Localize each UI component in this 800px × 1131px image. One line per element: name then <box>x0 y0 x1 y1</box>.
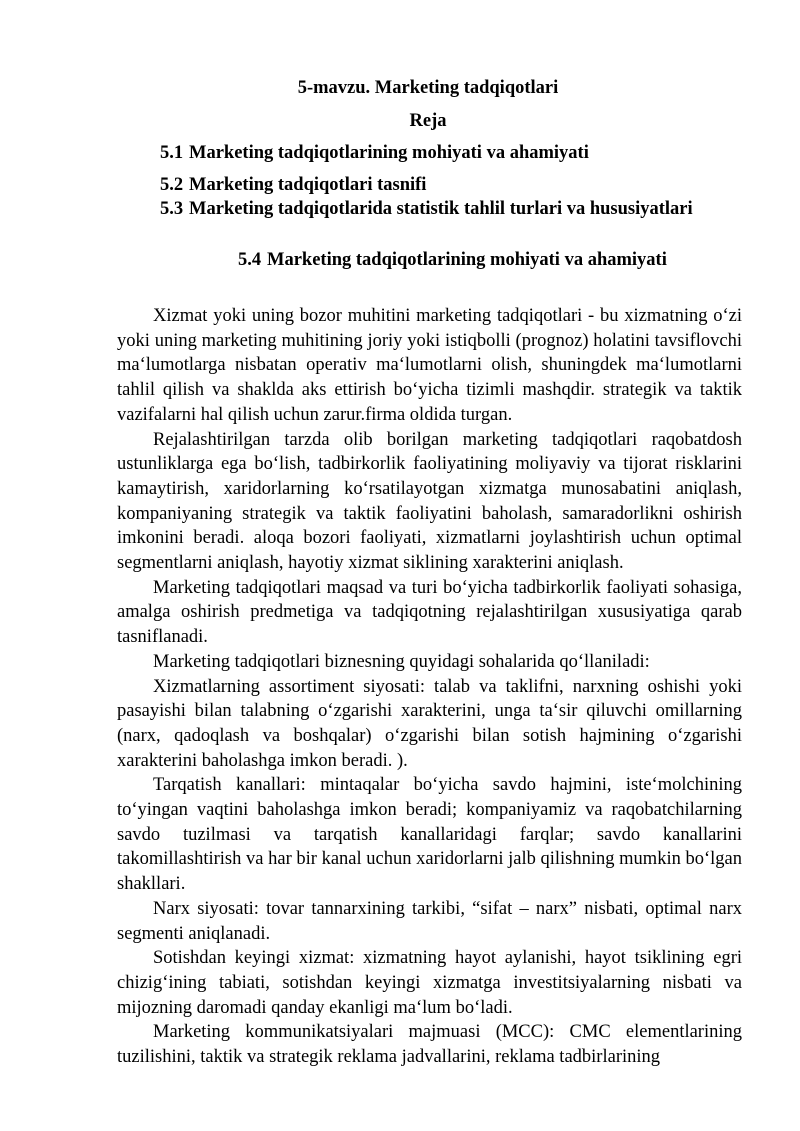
body-text <box>117 304 742 1070</box>
section-title: Marketing tadqiqotlarining mohiyati va ahamiyati <box>267 250 667 270</box>
paragraph: Xizmatlarning assortiment siyosati: talab va taklifni, narxning oshishi yoki pasayishi bilan talabning o‘zgarishi xarakterini, unga ta‘sir qiluvchi omillarning (narx, qadoqlash va boshqalar) o‘zgarishi bilan sotish hajmining o‘zgarishi xarakterini baholashga imkon beradi. ). <box>117 676 742 771</box>
plan-item-text: Marketing tadqiqotlari tasnifi <box>189 175 427 195</box>
paragraph: Marketing tadqiqotlari maqsad va turi bo‘yicha tadbirkorlik faoliyati sohasiga, amalga oshirish predmetiga va tadqiqotning rejalashtirilgan xususiyatiga qarab tasniflanadi. <box>117 577 742 648</box>
paragraph: Sotishdan keyingi xizmat: xizmatning hayot aylanishi, hayot tsiklining egri chizig‘ining tabiati, sotishdan keyingi xizmatga investitsiyalarning nisbati va mijozning daromadi qanday ekanligi ma‘lum bo‘ladi. <box>117 948 742 1018</box>
plan-item <box>160 173 693 197</box>
section-heading <box>238 248 667 273</box>
plan-item-text: Marketing tadqiqotlarining mohiyati va ahamiyati <box>189 143 589 163</box>
plan-item <box>160 141 693 168</box>
paragraph: Marketing kommunikatsiyalari majmuasi (MCC): CMC elementlarining tuzilishini, taktik va strategik reklama jadvallarini, reklama tadbirlarining <box>117 1022 742 1068</box>
plan-item-number: 5.3 <box>160 199 184 219</box>
paragraph: Marketing tadqiqotlari biznesning quyidagi sohalarida qo‘llaniladi: <box>153 651 650 672</box>
section-number: 5.4 <box>238 250 262 270</box>
paragraph: Narx siyosati: tovar tannarxining tarkibi, “sifat – narx” nisbati, optimal narx segmenti aniqlanadi. <box>117 898 742 944</box>
plan-item-number: 5.1 <box>160 143 184 163</box>
paragraph: Xizmat yoki uning bozor muhitini marketing tadqiqotlari - bu xizmatning o‘zi yoki uning marketing muhitining joriy yoki istiqbolli (prognoz) holatini tavsiflovchi ma‘lumotlarga nisbatan operativ ma‘lumotlarni olish, shuningdek ma‘lumotlarni tahlil qilish va shaklda aks ettirish bo‘yicha tizimli mashqdir. strategik va taktik vazifalarni hal qilish uchun zarur.firma oldida turgan. <box>117 306 742 425</box>
plan-item-number: 5.2 <box>160 175 184 195</box>
document-title: 5-mavzu. Marketing tadqiqotlari <box>297 78 559 98</box>
plan-heading: Reja <box>409 111 447 131</box>
plan-item-text: Marketing tadqiqotlarida statistik tahlil turlari va hususiyatlari <box>189 199 693 219</box>
plan-list <box>160 141 693 224</box>
paragraph: Rejalashtirilgan tarzda olib borilgan marketing tadqiqotlari raqobatdosh ustunliklarga ega bo‘lish, tadbirkorlik faoliyatining moliyaviy va tijorat risklarini kamaytirish, xaridorlarning ko‘rsatilayotgan xizmatga munosabatini aniqlash, kompaniyaning strategik va taktik faoliyatini baholash, samaradorlikni oshirish imkonini beradi. aloqa bozori faoliyati, xizmatlarni joylashtirish uchun optimal segmentlarni aniqlash, hayotiy xizmat siklining xarakterini aniqlash. <box>117 429 742 574</box>
plan-item <box>160 197 693 224</box>
paragraph: Tarqatish kanallari: mintaqalar bo‘yicha savdo hajmini, iste‘molchining to‘yingan vaqtini baholashga imkon beradi; kompaniyamiz va raqobatchilarning savdo tuzilmasi va tarqatish kanallaridagi farqlar; savdo kanallarini takomillashtirish va har bir kanal uchun xaridorlarni jalb qilishning mumkin bo‘lgan shakllari. <box>117 775 742 895</box>
